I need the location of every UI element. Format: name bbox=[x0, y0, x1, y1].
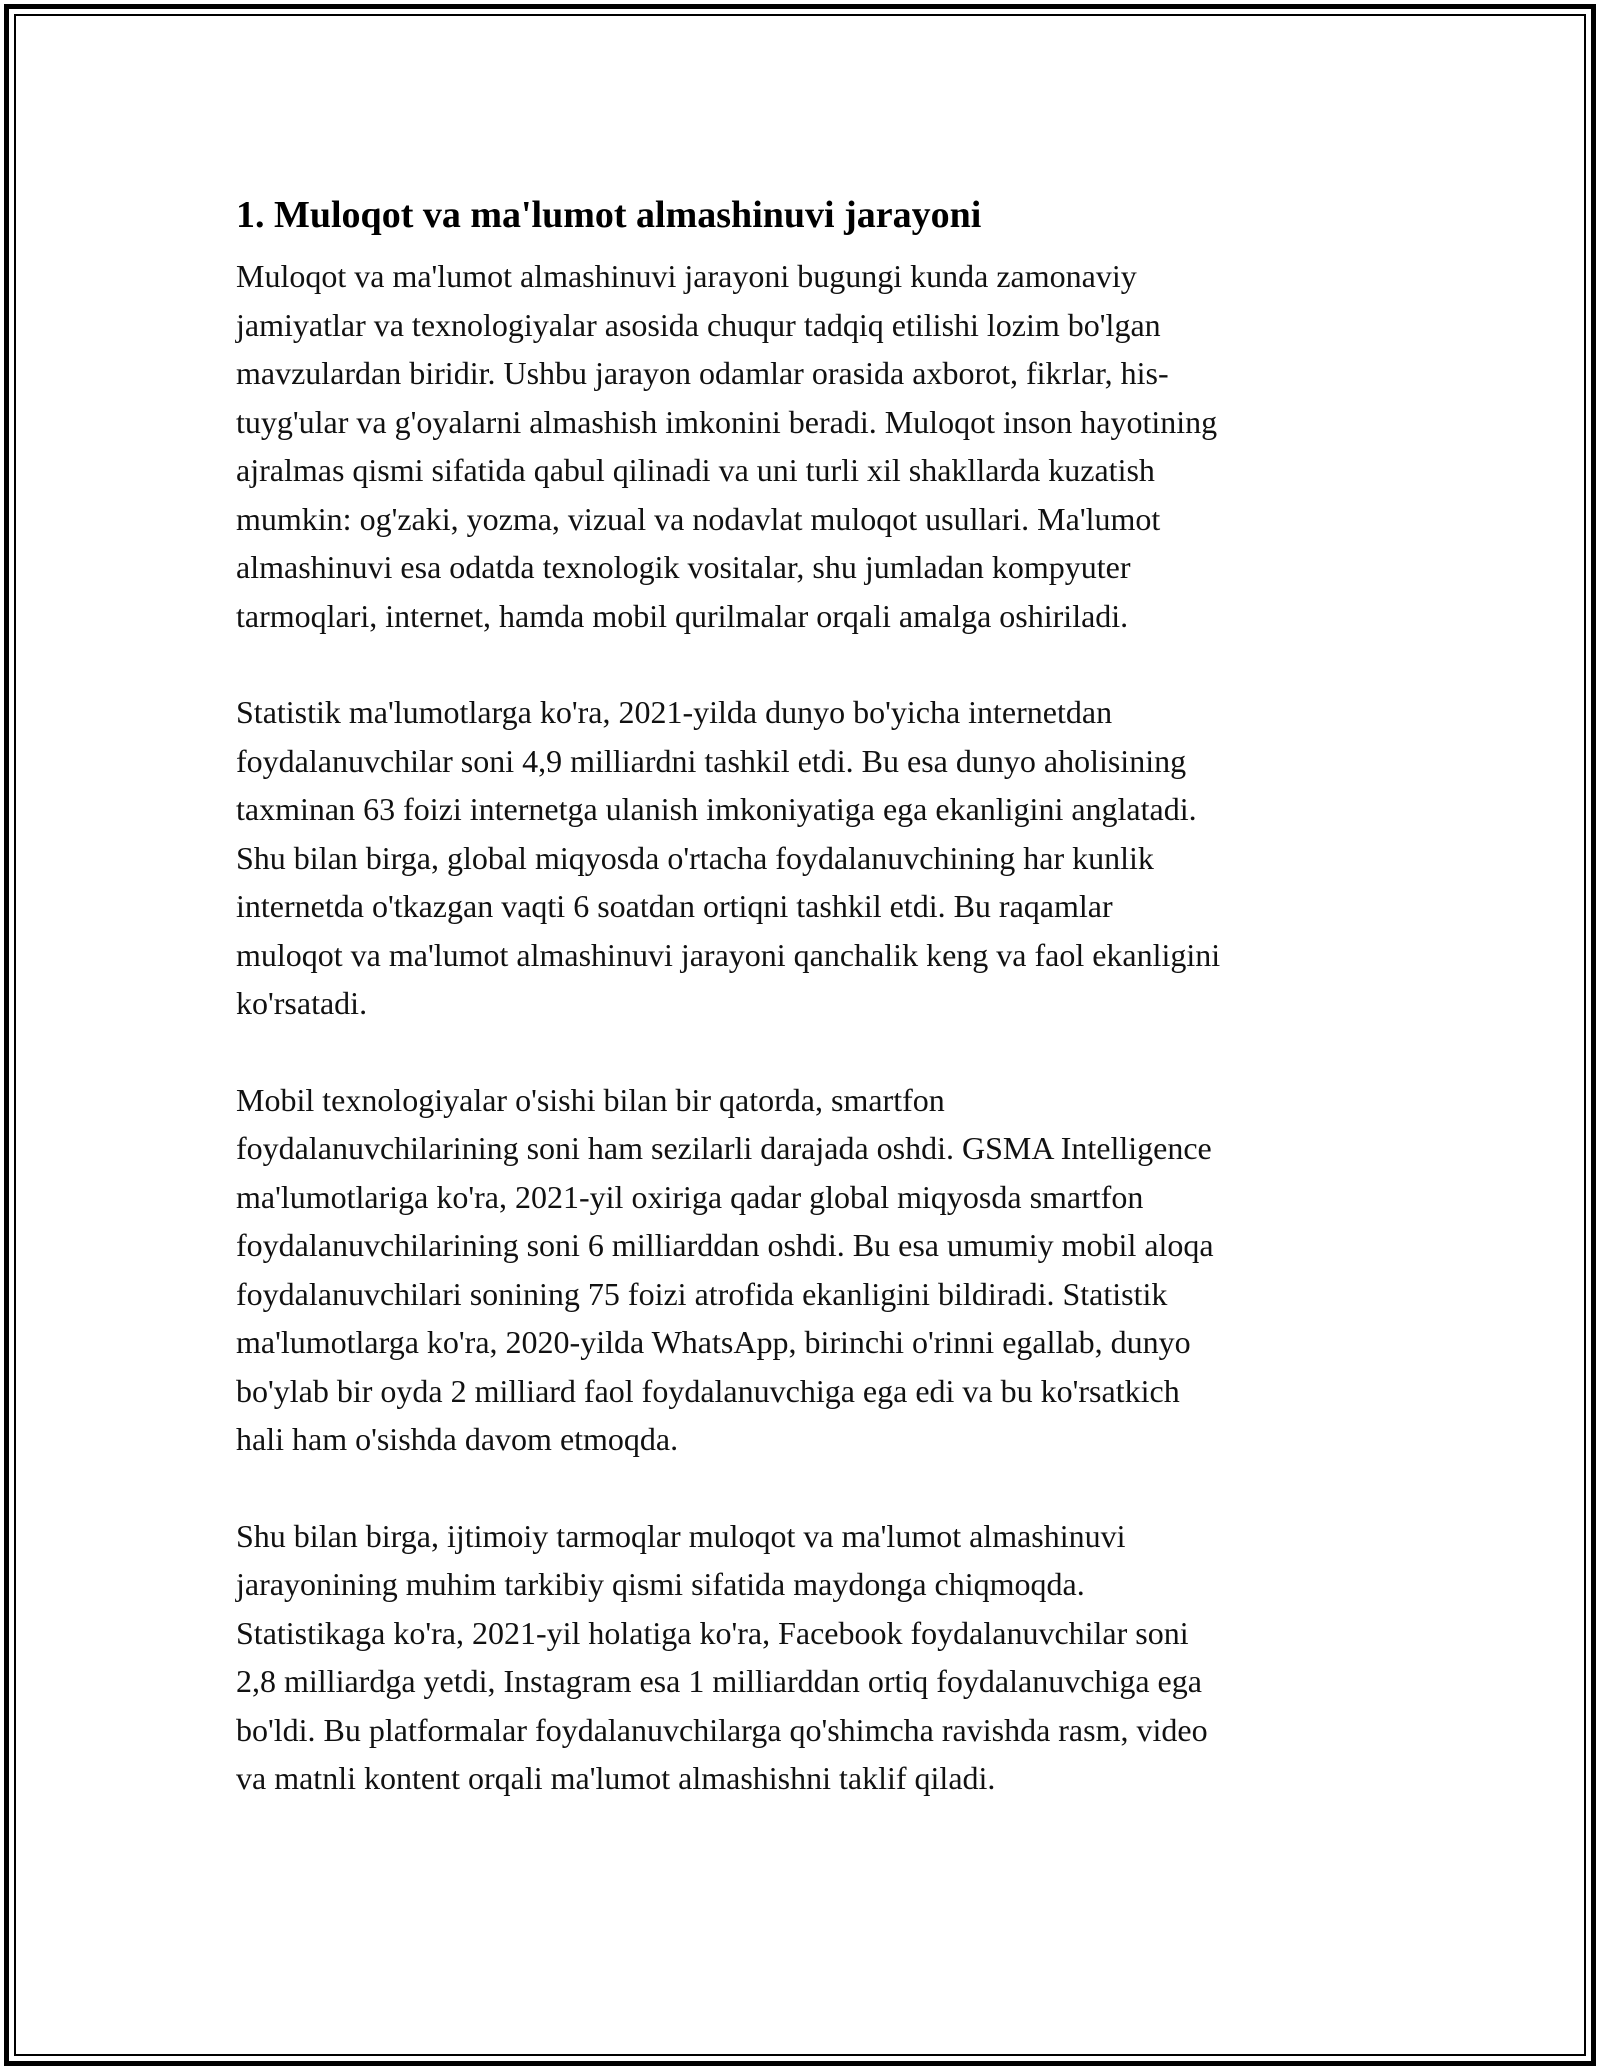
text-line: hali ham o'sishda davom etmoqda. bbox=[236, 1421, 679, 1457]
text-line: Shu bilan birga, global miqyosda o'rtacha foydalanuvchining har kunlik bbox=[236, 839, 1154, 876]
text-line: ma'lumotlarga ko'ra, 2020-yilda WhatsApp, birinchi o'rinni egallab, dunyo bbox=[236, 1324, 1191, 1360]
text-line: mavzulardan biridir. Ushbu jarayon odamlar orasida axborot, fikrlar, his- bbox=[236, 355, 1169, 391]
text-line: jarayonining muhim tarkibiy qismi sifatida maydonga chiqmoqda. bbox=[236, 1566, 1085, 1602]
text-line: Statistikaga ko'ra, 2021-yil holatiga ko'ra, Facebook foydalanuvchilar soni bbox=[236, 1614, 1189, 1651]
paragraph-2 bbox=[236, 688, 1376, 1028]
text-line: foydalanuvchilarining soni 6 milliarddan oshdi. Bu esa umumiy mobil aloqa bbox=[236, 1227, 1214, 1263]
text-line: jamiyatlar va texnologiyalar asosida chuqur tadqiq etilishi lozim bo'lgan bbox=[236, 306, 1161, 343]
text-line: 2,8 milliardga yetdi, Instagram esa 1 milliarddan ortiq foydalanuvchiga ega bbox=[236, 1663, 1202, 1699]
text-line: ajralmas qismi sifatida qabul qilinadi va uni turli xil shakllarda kuzatish bbox=[236, 452, 1155, 488]
text-line: tarmoqlari, internet, hamda mobil qurilmalar orqali amalga oshiriladi. bbox=[236, 597, 1129, 634]
text-line: foydalanuvchilar soni 4,9 milliardni tashkil etdi. Bu esa dunyo aholisining bbox=[236, 742, 1187, 779]
paragraph-3 bbox=[236, 1076, 1376, 1464]
text-line: Muloqot va ma'lumot almashinuvi jarayoni bugungi kunda zamonaviy bbox=[236, 258, 1137, 294]
text-line: mumkin: og'zaki, yozma, vizual va nodavlat muloqot usullari. Ma'lumot bbox=[236, 500, 1161, 537]
text-line: Shu bilan birga, ijtimoiy tarmoqlar muloqot va ma'lumot almashinuvi bbox=[236, 1517, 1126, 1554]
document-body bbox=[236, 190, 1376, 1851]
paragraph-4 bbox=[236, 1512, 1376, 1803]
text-line: ko'rsatadi. bbox=[236, 985, 368, 1021]
text-line: bo'ldi. Bu platformalar foydalanuvchilarga qo'shimcha ravishda rasm, video bbox=[236, 1711, 1208, 1748]
text-line: ma'lumotlariga ko'ra, 2021-yil oxiriga qadar global miqyosda smartfon bbox=[236, 1178, 1144, 1215]
section-heading: 1. Muloqot va ma'lumot almashinuvi jarayoni bbox=[236, 194, 982, 236]
text-line: foydalanuvchilarining soni ham sezilarli darajada oshdi. GSMA Intelligence bbox=[236, 1130, 1212, 1166]
text-line: bo'ylab bir oyda 2 milliard faol foydalanuvchiga ega edi va bu ko'rsatkich bbox=[236, 1372, 1180, 1409]
text-line: va matnli kontent orqali ma'lumot almashishni taklif qiladi. bbox=[236, 1760, 996, 1796]
text-line: almashinuvi esa odatda texnologik vositalar, shu jumladan kompyuter bbox=[236, 549, 1131, 585]
text-line: taxminan 63 foizi internetga ulanish imkoniyatiga ega ekanligini anglatadi. bbox=[236, 791, 1197, 827]
paragraph-1 bbox=[236, 252, 1376, 640]
text-line: Mobil texnologiyalar o'sishi bilan bir qatorda, smartfon bbox=[236, 1081, 945, 1118]
text-line: internetda o'tkazgan vaqti 6 soatdan ortiqni tashkil etdi. Bu raqamlar bbox=[236, 888, 1113, 924]
text-line: foydalanuvchilari sonining 75 foizi atrofida ekanligini bildiradi. Statistik bbox=[236, 1275, 1168, 1312]
text-line: muloqot va ma'lumot almashinuvi jarayoni qanchalik keng va faol ekanligini bbox=[236, 936, 1221, 973]
text-line: Statistik ma'lumotlarga ko'ra, 2021-yilda dunyo bo'yicha internetdan bbox=[236, 694, 1113, 730]
text-line: tuyg'ular va g'oyalarni almashish imkonini beradi. Muloqot inson hayotining bbox=[236, 403, 1218, 440]
